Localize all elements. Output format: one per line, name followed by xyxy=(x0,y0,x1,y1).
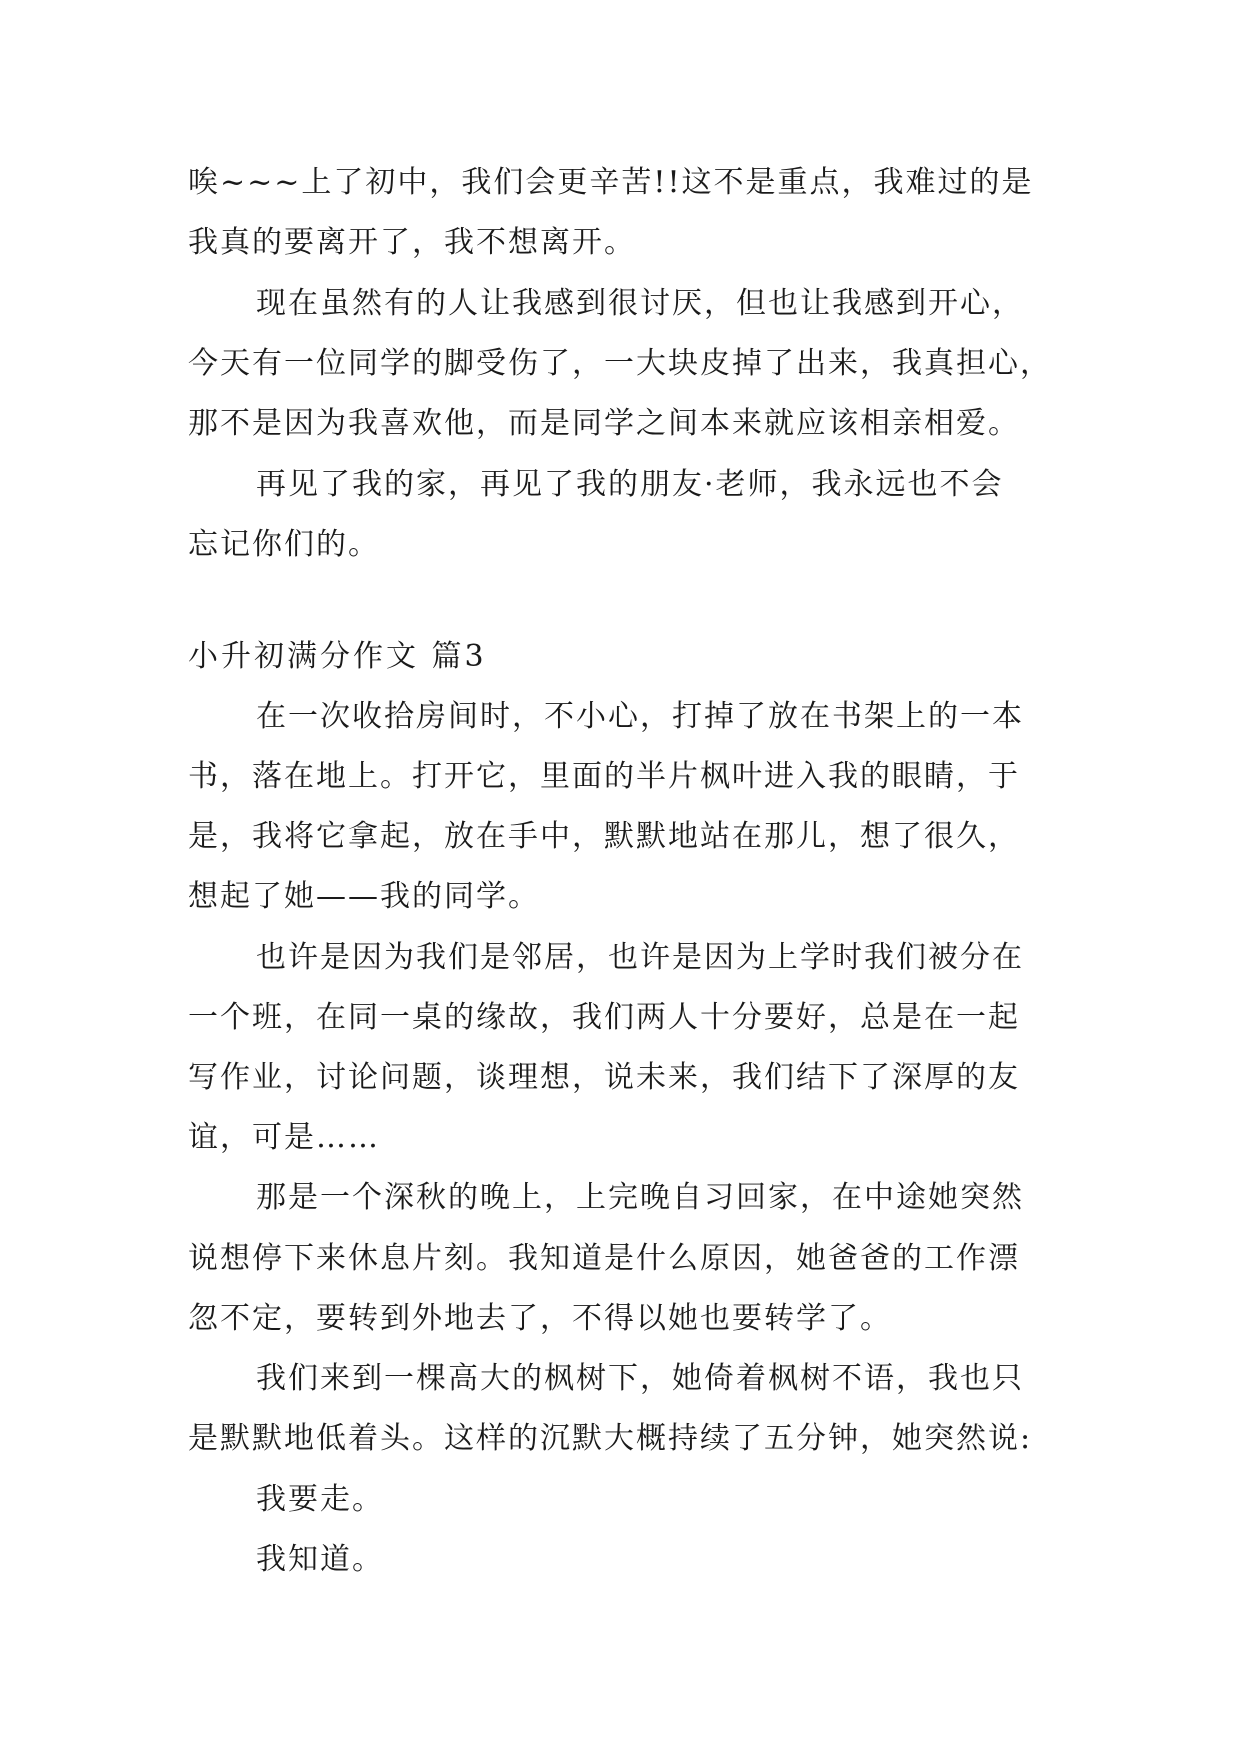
paragraph-line: 今天有一位同学的脚受伤了，一大块皮掉了出来，我真担心， xyxy=(188,346,1052,381)
paragraph-line: 谊，可是…… xyxy=(188,1120,380,1155)
paragraph-line: 我真的要离开了，我不想离开。 xyxy=(188,225,636,260)
paragraph-line: 我知道。 xyxy=(256,1542,384,1577)
paragraph-line: 唉~~~上了初中，我们会更辛苦!!这不是重点，我难过的是 xyxy=(188,165,1034,200)
paragraph-line: 忽不定，要转到外地去了，不得以她也要转学了。 xyxy=(188,1301,892,1336)
paragraph-line: 我要走。 xyxy=(256,1482,384,1517)
paragraph-line: 也许是因为我们是邻居，也许是因为上学时我们被分在 xyxy=(256,940,1024,975)
paragraph-line: 书，落在地上。打开它，里面的半片枫叶进入我的眼睛，于 xyxy=(188,759,1020,794)
paragraph-line: 那不是因为我喜欢他，而是同学之间本来就应该相亲相爱。 xyxy=(188,406,1020,441)
paragraph-line: 是，我将它拿起，放在手中，默默地站在那儿，想了很久， xyxy=(188,819,1020,854)
paragraph-line: 现在虽然有的人让我感到很讨厌，但也让我感到开心， xyxy=(256,286,1024,321)
paragraph-line: 忘记你们的。 xyxy=(188,527,380,562)
paragraph-line: 写作业，讨论问题，谈理想，说未来，我们结下了深厚的友 xyxy=(188,1060,1020,1095)
paragraph-line: 那是一个深秋的晚上，上完晚自习回家，在中途她突然 xyxy=(256,1180,1024,1215)
section-heading: 小升初满分作文 篇3 xyxy=(188,639,487,674)
paragraph-line: 再见了我的家，再见了我的朋友·老师，我永远也不会 xyxy=(256,467,1004,502)
paragraph-line: 一个班，在同一桌的缘故，我们两人十分要好，总是在一起 xyxy=(188,1000,1020,1035)
paragraph-line: 在一次收拾房间时，不小心，打掉了放在书架上的一本 xyxy=(256,699,1024,734)
paragraph-line: 想起了她——我的同学。 xyxy=(188,879,540,914)
paragraph-line: 说想停下来休息片刻。我知道是什么原因，她爸爸的工作漂 xyxy=(188,1241,1020,1276)
paragraph-line: 我们来到一棵高大的枫树下，她倚着枫树不语，我也只 xyxy=(256,1361,1024,1396)
paragraph-line: 是默默地低着头。这样的沉默大概持续了五分钟，她突然说: xyxy=(188,1421,1033,1456)
